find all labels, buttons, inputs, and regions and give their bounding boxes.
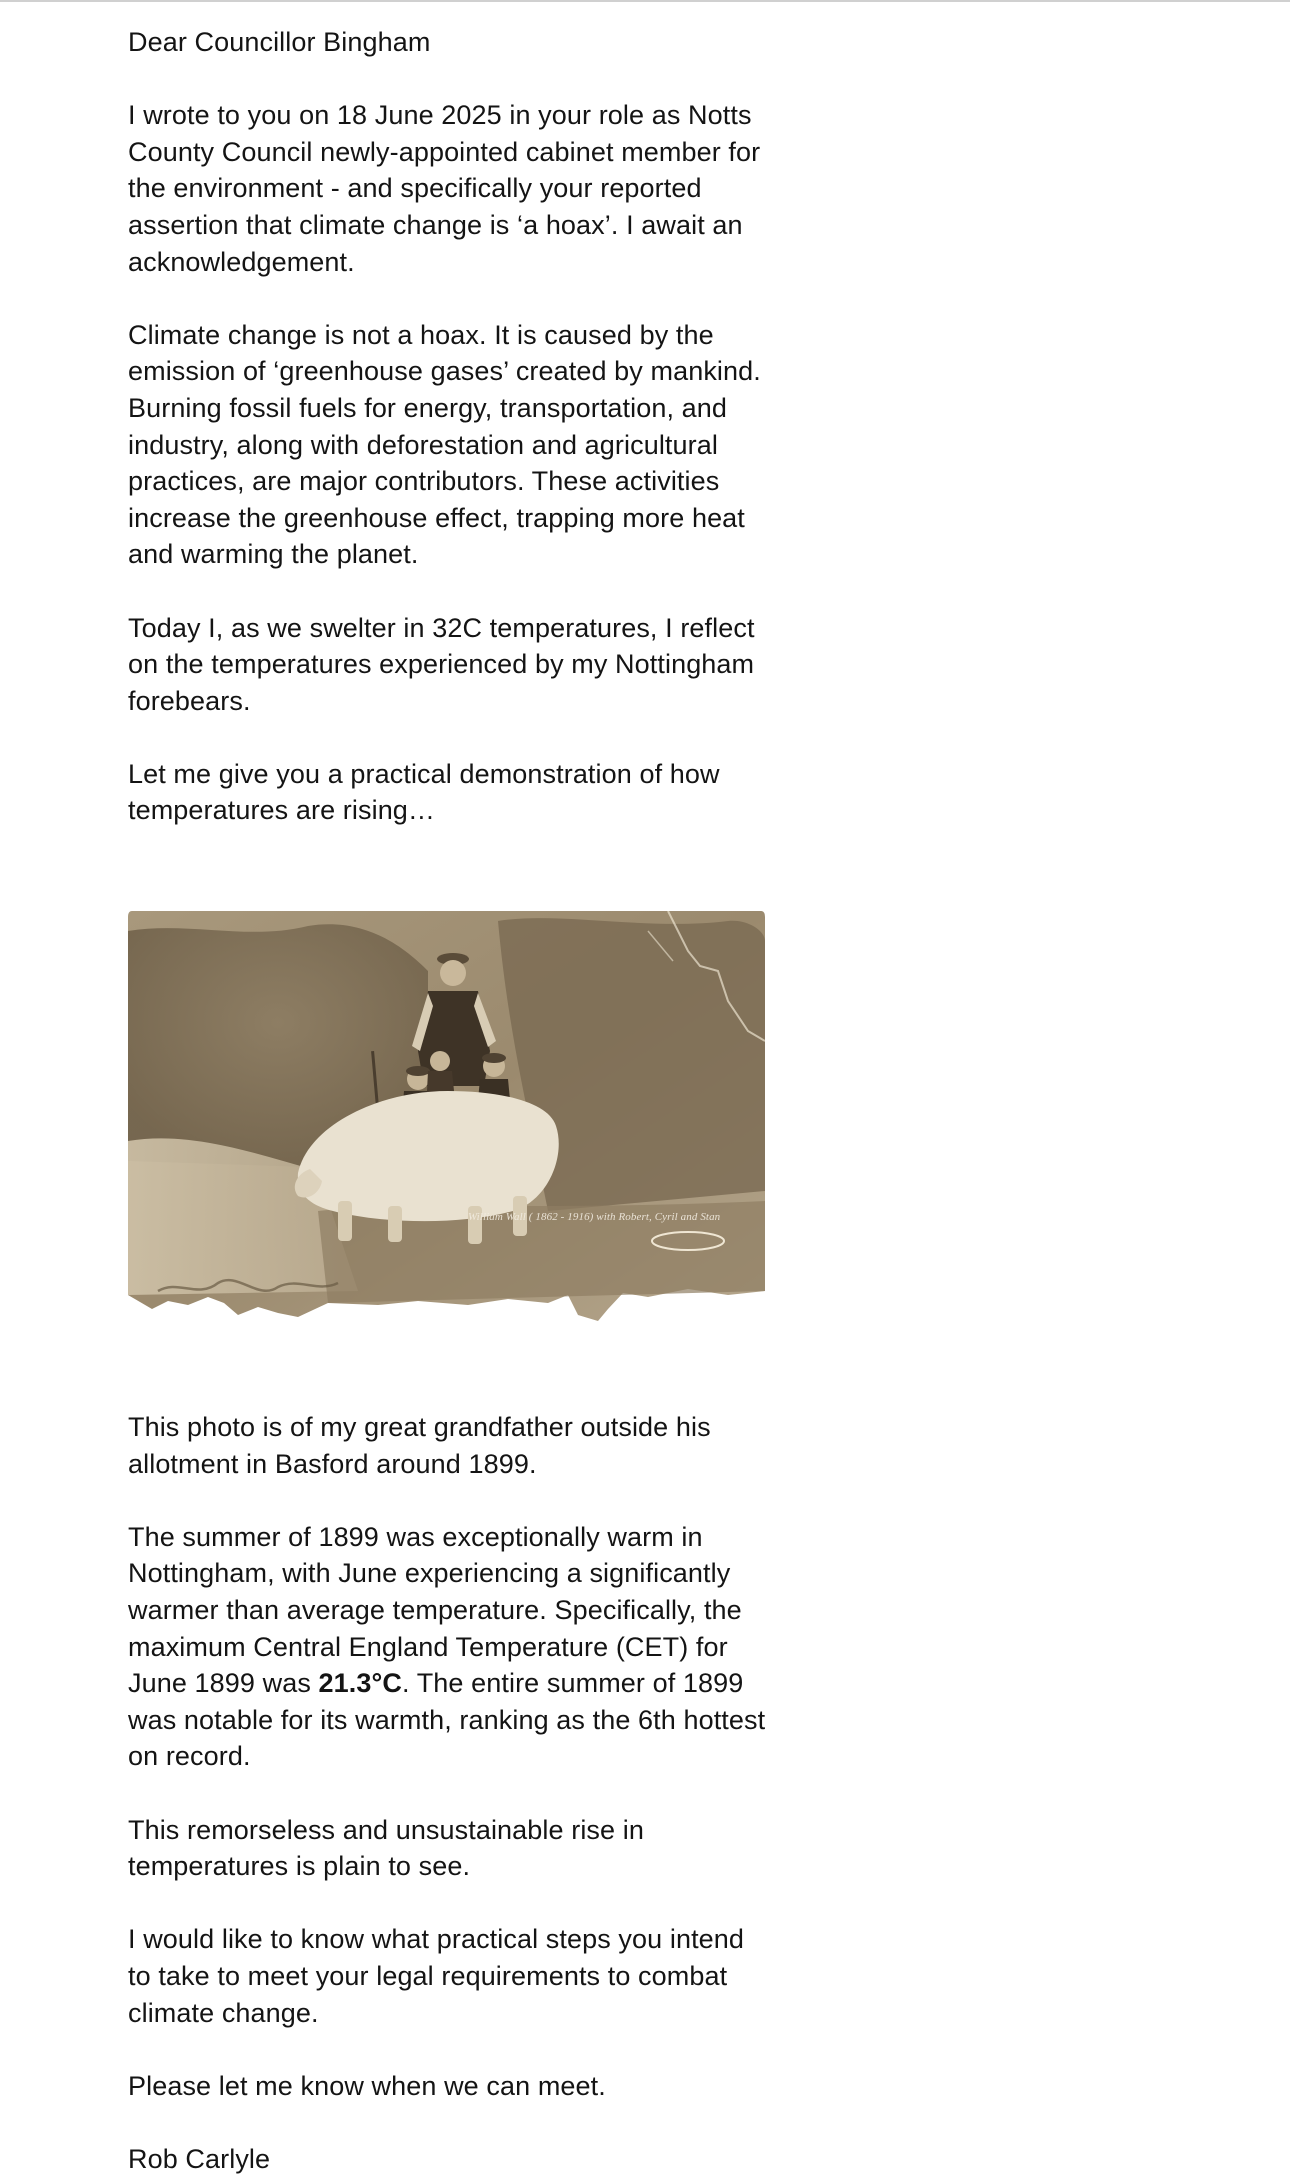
paragraph-rise: This remorseless and unsustainable rise in temperatures is plain to see. [128, 1814, 644, 1882]
paragraph-unanswered-letter: I wrote to you on 18 June 2025 in your role as Notts County Council newly-appointed cabinet member for the environment - and specifically your reported assertion that climate change is ‘a hoax’. I await an acknowledgement. [128, 100, 761, 277]
allotment-photo [128, 911, 765, 1323]
sepia-photograph [128, 911, 765, 1323]
letter-body [128, 24, 768, 2178]
summer-text-before: The summer of 1899 was exceptionally warm in Nottingham, with June experiencing a significantly warmer than average temperature. Specifically, the maximum Central England Temperature (CET) for June 1899 was [128, 1521, 742, 1699]
paragraph-meeting: Please let me know when we can meet. [128, 2070, 606, 2101]
summer-text-after: . The entire summer of 1899 was notable for its warmth, ranking as the 6th hottest on record. [128, 1668, 766, 1772]
paragraph-request: I would like to know what practical steps you intend to take to meet your legal requirements to combat climate change. [128, 1924, 745, 2028]
temperature-value: 21.3°C [318, 1668, 402, 1699]
top-divider [0, 0, 1290, 2]
paragraph-climate-change: Climate change is not a hoax. It is caused by the emission of ‘greenhouse gases’ created by mankind. Burning fossil fuels for energy, transportation, and industry, along with deforestation and agricultural practices, are major contributors. These activities increase the greenhouse effect, trapping more heat and warming the planet. [128, 319, 761, 570]
paragraph-demonstration: Let me give you a practical demonstration of how temperatures are rising… [128, 758, 720, 826]
paragraph-summer-1899 [128, 1519, 768, 1775]
signature: Rob Carlyle [128, 2143, 271, 2174]
salutation: Dear Councillor Bingham [128, 27, 431, 57]
photo-caption: William Wall ( 1862 - 1916) with Robert, Cyril and Stan [468, 1211, 721, 1224]
paragraph-photo-description: This photo is of my great grandfather outside his allotment in Basford around 1899. [128, 1412, 711, 1479]
paragraph-today: Today I, as we swelter in 32C temperatures, I reflect on the temperatures experienced by my Nottingham forebears. [128, 612, 755, 716]
